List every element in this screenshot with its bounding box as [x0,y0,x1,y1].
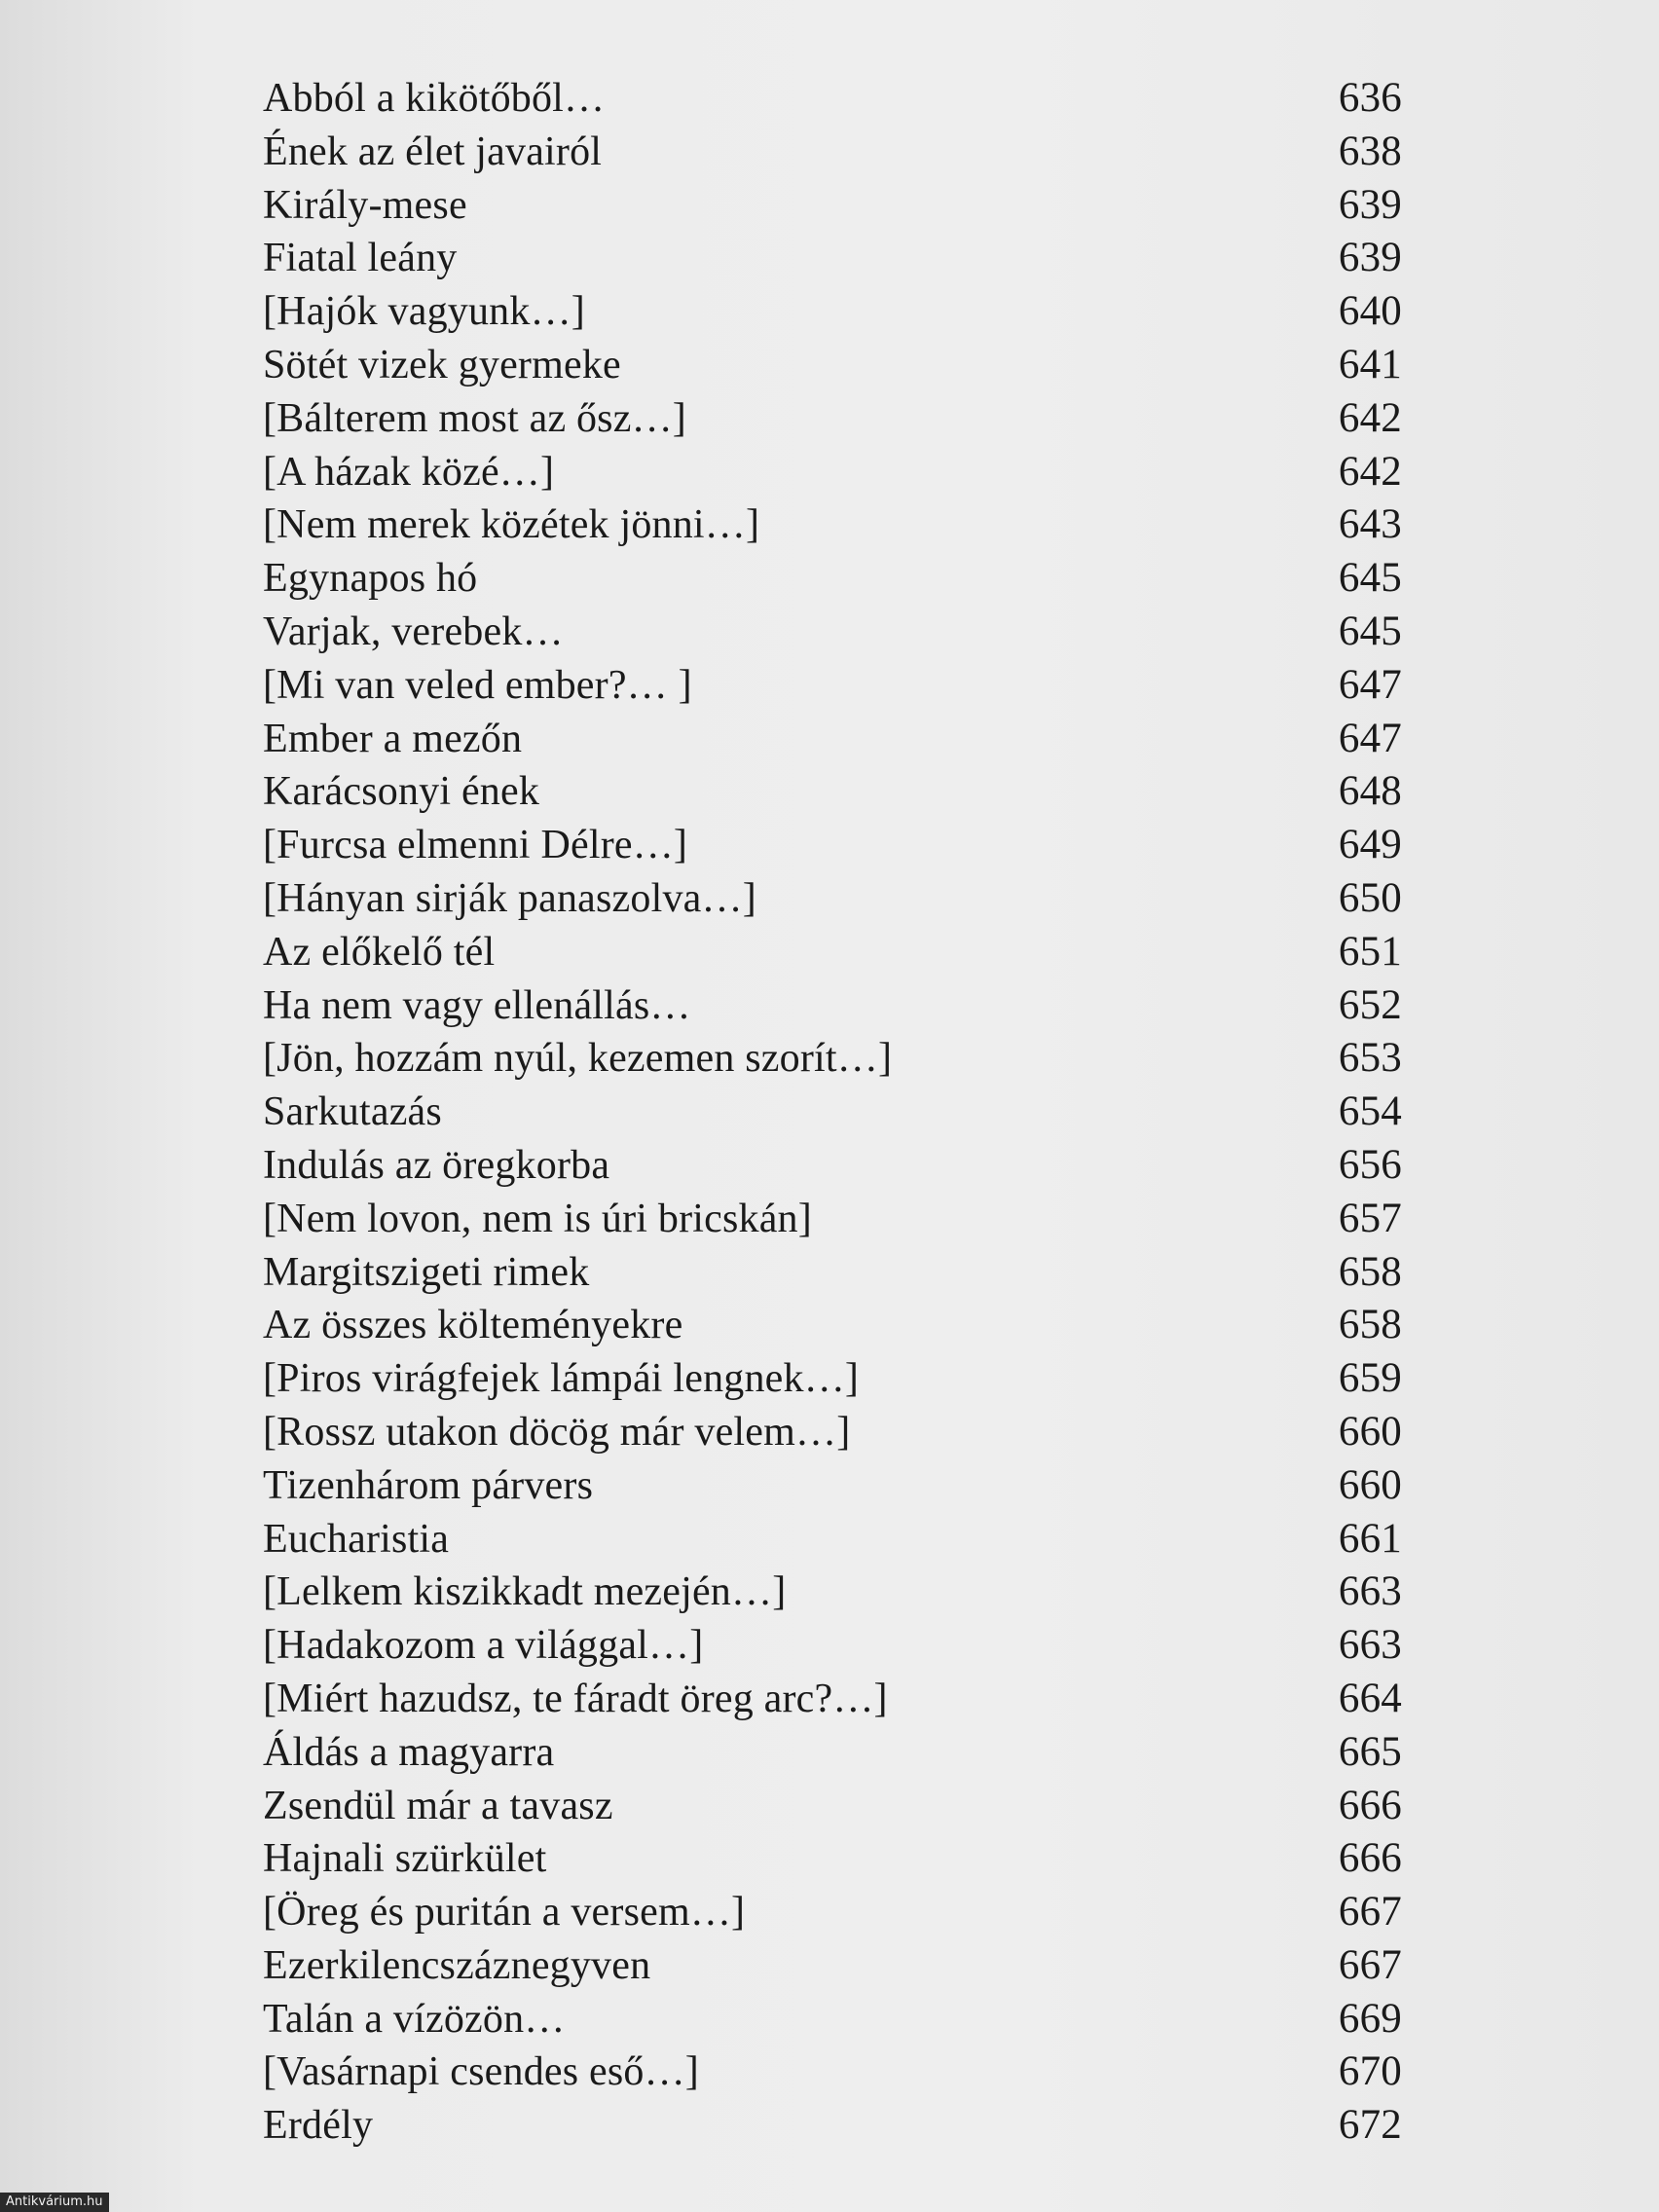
toc-entry-title: Az összes költeményekre [263,1303,683,1348]
toc-entry-page-number: 647 [1338,661,1402,708]
toc-entry-page-number: 638 [1338,128,1402,174]
toc-entry [263,1832,1402,1886]
toc-entry-page-number: 653 [1338,1035,1402,1082]
toc-entry-title: Egynapos hó [263,556,478,602]
toc-entry-title: Ezerkilencszáznegyven [263,1942,651,1988]
toc-entry [263,2099,1402,2153]
toc-entry-page-number: 651 [1338,928,1402,975]
toc-entry-page-number: 640 [1338,288,1402,335]
toc-entry [263,232,1402,285]
toc-entry-page-number: 658 [1338,1302,1402,1348]
toc-entry [263,552,1402,606]
toc-entry-page-number: 664 [1338,1675,1402,1721]
toc-entry-title: [Nem merek közétek jönni…] [263,502,760,548]
toc-entry-page-number: 650 [1338,874,1402,921]
toc-entry [263,1673,1402,1726]
toc-entry-title: [Jön, hozzám nyúl, kezemen szorít…] [263,1036,893,1082]
toc-entry-title: Fiatal leány [263,236,458,281]
toc-entry-page-number: 665 [1338,1728,1402,1775]
toc-entry [263,179,1402,233]
toc-entry [263,1886,1402,1939]
toc-entry-title: [Öreg és puritán a versem…] [263,1890,746,1936]
toc-entry-title: [Piros virágfejek lámpái lengnek…] [263,1356,860,1402]
toc-entry [263,1566,1402,1619]
toc-entry-page-number: 647 [1338,715,1402,761]
toc-entry-page-number: 642 [1338,448,1402,495]
toc-entry-title: [Bálterem most az ősz…] [263,395,686,441]
toc-entry-page-number: 669 [1338,1995,1402,2042]
toc-entry [263,659,1402,713]
toc-entry-title: Sötét vizek gyermeke [263,342,621,387]
toc-entry-page-number: 645 [1338,555,1402,602]
toc-entry-title: Indulás az öregkorba [263,1142,610,1188]
toc-entry-title: [Furcsa elmenni Délre…] [263,823,688,868]
toc-entry-page-number: 660 [1338,1461,1402,1508]
toc-entry-title: Sarkutazás [263,1089,442,1135]
toc-entry [263,1780,1402,1833]
toc-entry [263,1086,1402,1139]
toc-entry-page-number: 641 [1338,341,1402,387]
toc-entry-title: [Vasárnapi csendes eső…] [263,2049,699,2095]
toc-entry-title: Ének az élet javairól [263,129,603,174]
toc-entry [263,1726,1402,1780]
toc-entry-title: [Miért hazudsz, te fáradt öreg arc?…] [263,1676,888,1721]
toc-entry-title: [Hadakozom a világgal…] [263,1623,704,1669]
toc-entry [263,392,1402,446]
toc-entry-title: Hajnali szürkület [263,1836,547,1882]
toc-entry-title: [Lelkem kiszikkadt mezején…] [263,1569,787,1615]
toc-entry-page-number: 648 [1338,768,1402,815]
toc-entry-title: Ember a mezőn [263,716,523,761]
toc-entry [263,1193,1402,1246]
toc-entry-page-number: 666 [1338,1782,1402,1828]
table-of-contents [263,72,1402,2153]
toc-entry-title: Erdély [263,2103,374,2149]
toc-entry-page-number: 672 [1338,2102,1402,2149]
toc-entry [263,765,1402,819]
toc-entry [263,1352,1402,1406]
toc-entry-title: [Mi van veled ember?… ] [263,662,692,708]
toc-entry [263,498,1402,552]
toc-entry-page-number: 666 [1338,1835,1402,1882]
toc-entry-title: Abból a kikötőből… [263,76,606,121]
toc-entry-title: Tizenhárom párvers [263,1462,594,1508]
toc-entry [263,1513,1402,1567]
toc-entry-page-number: 661 [1338,1515,1402,1562]
toc-entry-title: Karácsonyi ének [263,769,540,815]
toc-entry-title: Áldás a magyarra [263,1729,555,1775]
toc-entry-page-number: 642 [1338,394,1402,441]
toc-entry [263,1032,1402,1086]
toc-entry-page-number: 639 [1338,235,1402,281]
toc-entry [263,339,1402,392]
toc-entry-page-number: 658 [1338,1248,1402,1295]
toc-entry-title: Talán a vízözön… [263,1996,566,2042]
toc-entry [263,1299,1402,1352]
toc-entry-title: Zsendül már a tavasz [263,1783,613,1828]
toc-entry [263,1246,1402,1300]
toc-entry [263,2046,1402,2099]
toc-entry [263,1939,1402,1993]
toc-entry [263,1459,1402,1513]
toc-entry-title: Ha nem vagy ellenállás… [263,982,691,1028]
toc-entry-title: [Nem lovon, nem is úri bricskán] [263,1196,812,1241]
toc-entry [263,1406,1402,1459]
toc-entry [263,126,1402,179]
toc-entry [263,446,1402,499]
toc-entry [263,606,1402,659]
toc-entry-page-number: 657 [1338,1195,1402,1241]
toc-entry-page-number: 636 [1338,75,1402,121]
toc-entry-page-number: 645 [1338,608,1402,654]
toc-entry [263,1993,1402,2046]
toc-entry-title: [Hajók vagyunk…] [263,289,585,335]
toc-entry-title: Az előkelő tél [263,929,496,975]
toc-entry-page-number: 663 [1338,1622,1402,1669]
toc-entry-page-number: 660 [1338,1408,1402,1455]
toc-entry-title: Margitszigeti rimek [263,1249,590,1295]
toc-entry-page-number: 639 [1338,181,1402,228]
toc-entry [263,926,1402,979]
toc-entry-page-number: 656 [1338,1141,1402,1188]
toc-entry-title: Eucharistia [263,1516,450,1562]
toc-entry-page-number: 654 [1338,1088,1402,1135]
toc-entry [263,1619,1402,1673]
toc-entry-title: [A házak közé…] [263,449,555,495]
toc-entry [263,1139,1402,1193]
toc-entry-title: [Hányan sirják panaszolva…] [263,875,756,921]
toc-entry-page-number: 667 [1338,1941,1402,1988]
toc-entry-title: Varjak, verebek… [263,608,564,654]
toc-entry-title: Király-mese [263,182,467,228]
toc-entry-page-number: 667 [1338,1889,1402,1936]
toc-entry [263,872,1402,926]
toc-entry-page-number: 649 [1338,822,1402,868]
watermark: Antikvárium.hu [0,2193,109,2212]
toc-entry-page-number: 663 [1338,1568,1402,1615]
toc-entry [263,819,1402,872]
toc-entry-page-number: 659 [1338,1355,1402,1402]
toc-entry-title: [Rossz utakon döcög már velem…] [263,1409,851,1455]
toc-entry [263,979,1402,1033]
toc-entry [263,713,1402,766]
toc-entry [263,72,1402,126]
toc-entry-page-number: 643 [1338,501,1402,548]
toc-entry-page-number: 670 [1338,2048,1402,2095]
toc-entry [263,285,1402,339]
toc-entry-page-number: 652 [1338,981,1402,1028]
